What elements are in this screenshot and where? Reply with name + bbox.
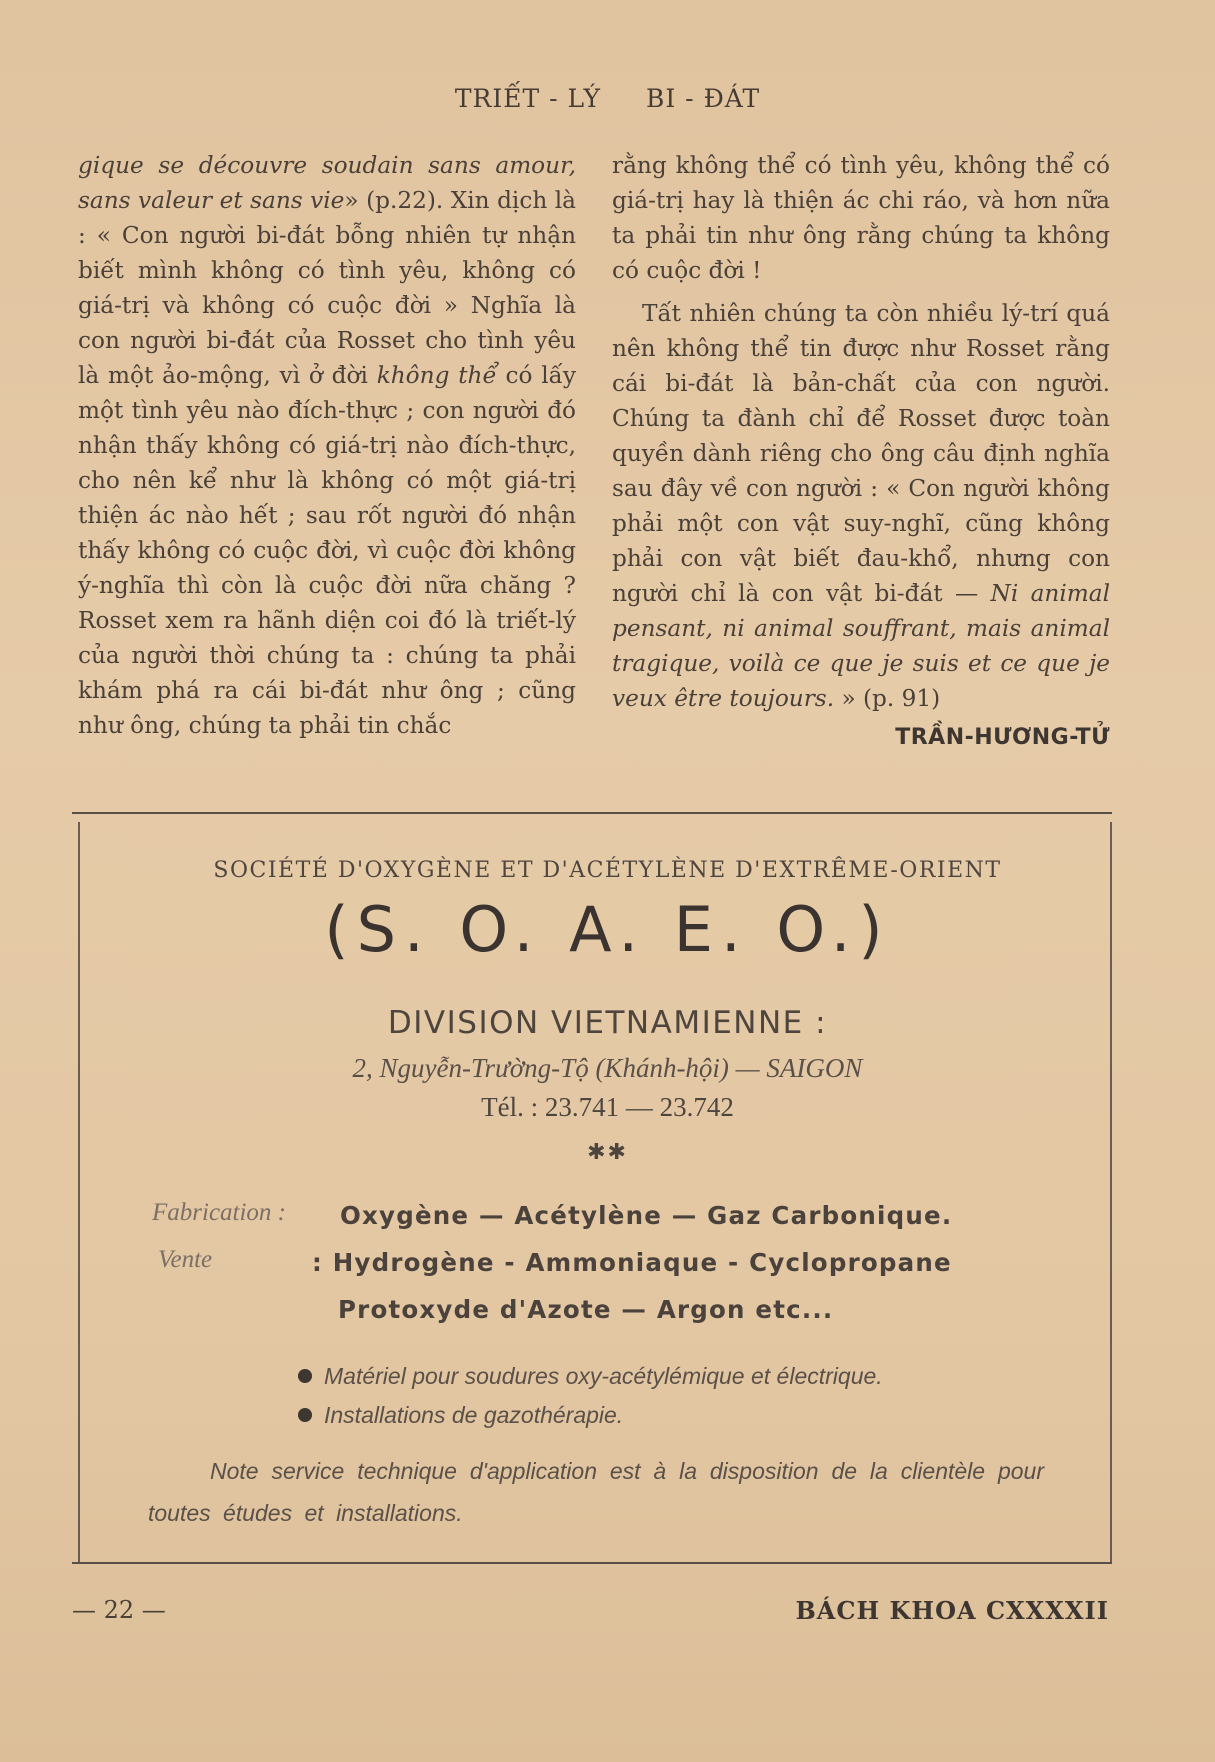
article-right-paragraph-2 bbox=[612, 296, 1110, 716]
ad-bullet-text: Matériel pour soudures oxy-acétylémique et électrique. bbox=[324, 1363, 883, 1389]
vente-label: Vente bbox=[158, 1246, 213, 1273]
ad-acronym: (S. O. A. E. O.) bbox=[324, 893, 891, 966]
french-quote: Ni animal pensant, ni animal souffrant, mais animal tragique, voilà ce que je suis et ce que je veux être toujours. bbox=[612, 580, 1110, 712]
vente-items-line-1: : Hydrogène - Ammoniaque - Cyclopropane bbox=[312, 1248, 952, 1277]
article-right-paragraph-1: rằng không thể có tình yêu, không thể có giá-trị hay là thiện ác chi ráo, và hơn nữa ta phải tin như ông rằng chúng ta không có cuộc đời ! bbox=[612, 152, 1110, 284]
ad-telephone: Tél. : 23.741 — 23.742 bbox=[481, 1092, 734, 1122]
running-head-left: TRIẾT - LÝ bbox=[454, 84, 602, 113]
ad-top-rule bbox=[72, 812, 1112, 814]
ad-address: 2, Nguyễn-Trường-Tộ (Khánh-hội) — SAIGON bbox=[352, 1053, 863, 1083]
ad-bottom-rule bbox=[72, 1562, 1112, 1564]
fabrication-items: Oxygène — Acétylène — Gaz Carbonique. bbox=[340, 1201, 953, 1230]
ad-division: DIVISION VIETNAMIENNE : bbox=[387, 1005, 828, 1041]
vente-items-line-2: Protoxyde d'Azote — Argon etc... bbox=[338, 1295, 834, 1324]
ad-service-note: Note service technique d'application est à la disposition de la clientèle pour toutes études et installations. bbox=[148, 1458, 1044, 1526]
article-left-column bbox=[78, 148, 576, 743]
running-head bbox=[0, 84, 1215, 113]
ad-company-name: SOCIÉTÉ D'OXYGÈNE ET D'ACÉTYLÈNE D'EXTRÊME-ORIENT bbox=[213, 858, 1002, 883]
running-head-right: BI - ĐÁT bbox=[645, 84, 761, 113]
french-quote-end: gique se découvre soudain sans amour, sans valeur et sans vie bbox=[78, 152, 576, 214]
bullet-dot-icon bbox=[298, 1408, 312, 1422]
fabrication-label: Fabrication : bbox=[152, 1199, 287, 1226]
article-right-column bbox=[612, 148, 1110, 755]
journal-issue: BÁCH KHOA CXXXXII bbox=[795, 1596, 1109, 1625]
page-number: — 22 — bbox=[72, 1596, 166, 1624]
conclusion-text: Tất nhiên chúng ta còn nhiều lý-trí quá nên không thể tin được như Rosset rằng cái bi-đát là bản-chất của con người. Chúng ta đành chỉ để Rosset được toàn quyền dành riêng cho ông câu định nghĩa sau đây về con người : « Con người không phải một con vật suy-nghĩ, cũng không phải con vật biết đau-khổ, nhưng con người chỉ là con vật bi-đát — bbox=[612, 300, 1110, 607]
commentary-text: có lấy một tình yêu nào đích-thực ; con người đó nhận thấy không có giá-trị nào đích-thực, cho nên kể như là không có một giá-trị thiện ác nào hết ; sau rốt người đó nhận thấy không có cuộc đời, vì cuộc đời không ý-nghĩa thì còn là cuộc đời nữa chăng ? Rosset xem ra hãnh diện coi đó là triết-lý của người thời chúng ta : chúng ta phải khám phá ra cái bi-đát như ông ; cũng như ông, chúng ta phải tin chắc bbox=[78, 362, 576, 739]
ad-bullet-text: Installations de gazothérapie. bbox=[324, 1402, 624, 1428]
translation-text: » (p.22). Xin dịch là : « Con người bi-đát bỗng nhiên tự nhận biết mình không có tình yêu, không có giá-trị và không có cuộc đời » Nghĩa là con người bi-đát của Rosset cho tình yêu là một ảo-mộng, vì ở đời bbox=[78, 187, 576, 389]
bullet-dot-icon bbox=[298, 1369, 312, 1383]
page-reference: » (p. 91) bbox=[834, 685, 941, 712]
ad-bullet-1 bbox=[298, 1363, 883, 1390]
ad-bullet-2 bbox=[298, 1402, 623, 1429]
ad-star-ornament: ✱✱ bbox=[587, 1140, 628, 1165]
emphasis-khong-the: không thể bbox=[376, 362, 497, 389]
article-left-paragraph bbox=[78, 148, 576, 743]
author-signature: TRẦN-HƯƠNG-TỬ bbox=[895, 725, 1110, 750]
